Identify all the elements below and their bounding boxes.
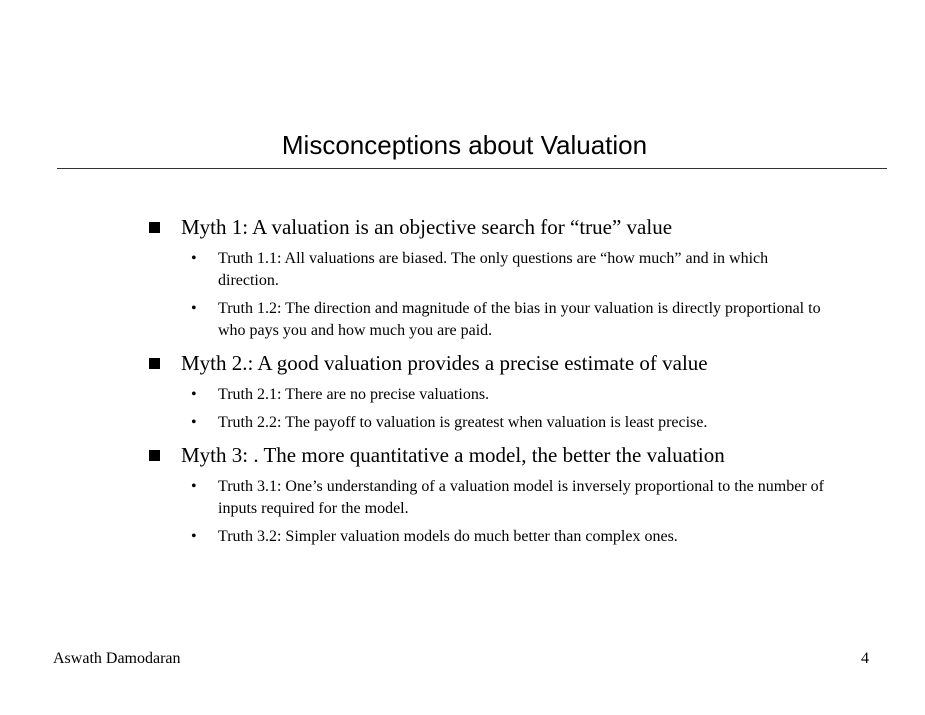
bullet-icon: •: [191, 250, 197, 267]
myth-3-text: Myth 3: . The more quantitative a model, the better the valuation: [181, 443, 725, 467]
truth-2-1-text: Truth 2.1: There are no precise valuations.: [218, 386, 490, 403]
bullet-icon: •: [191, 414, 197, 431]
truth-1-2-text: Truth 1.2: The direction and magnitude of the bias in your valuation is directly proportional to who pays you and how much you are paid.: [218, 300, 821, 339]
truth-3-1: [191, 476, 843, 520]
square-bullet-icon: [149, 358, 160, 369]
square-bullet-icon: [149, 222, 160, 233]
slide-content: [148, 212, 848, 554]
bullet-icon: •: [191, 478, 197, 495]
title-divider: [57, 168, 887, 169]
bullet-icon: •: [191, 300, 197, 317]
myth-1-text: Myth 1: A valuation is an objective search for “true” value: [181, 215, 673, 239]
bullet-icon: •: [191, 528, 197, 545]
truth-2-1: [191, 384, 848, 406]
myth-2: [148, 348, 848, 378]
square-bullet-icon: [149, 450, 160, 461]
slide-title: Misconceptions about Valuation: [281, 130, 648, 160]
page-number: 4: [861, 650, 869, 667]
truth-1-1-text: Truth 1.1: All valuations are biased. The only questions are “how much” and in which direction.: [218, 250, 769, 289]
truth-2-2-text: Truth 2.2: The payoff to valuation is greatest when valuation is least precise.: [218, 414, 708, 431]
footer-author: Aswath Damodaran: [53, 650, 181, 667]
myth-3: [148, 440, 848, 470]
truth-3-1-text: Truth 3.1: One’s understanding of a valuation model is inversely proportional to the number of inputs required for the model.: [218, 478, 824, 517]
truth-3-2: [191, 526, 848, 548]
myth-2-text: Myth 2.: A good valuation provides a precise estimate of value: [181, 351, 708, 375]
myth-1: [148, 212, 848, 242]
truth-1-1: [191, 248, 828, 292]
bullet-icon: •: [191, 386, 197, 403]
truth-3-2-text: Truth 3.2: Simpler valuation models do much better than complex ones.: [218, 528, 678, 545]
truth-2-2: [191, 412, 848, 434]
truth-1-2: [191, 298, 828, 342]
